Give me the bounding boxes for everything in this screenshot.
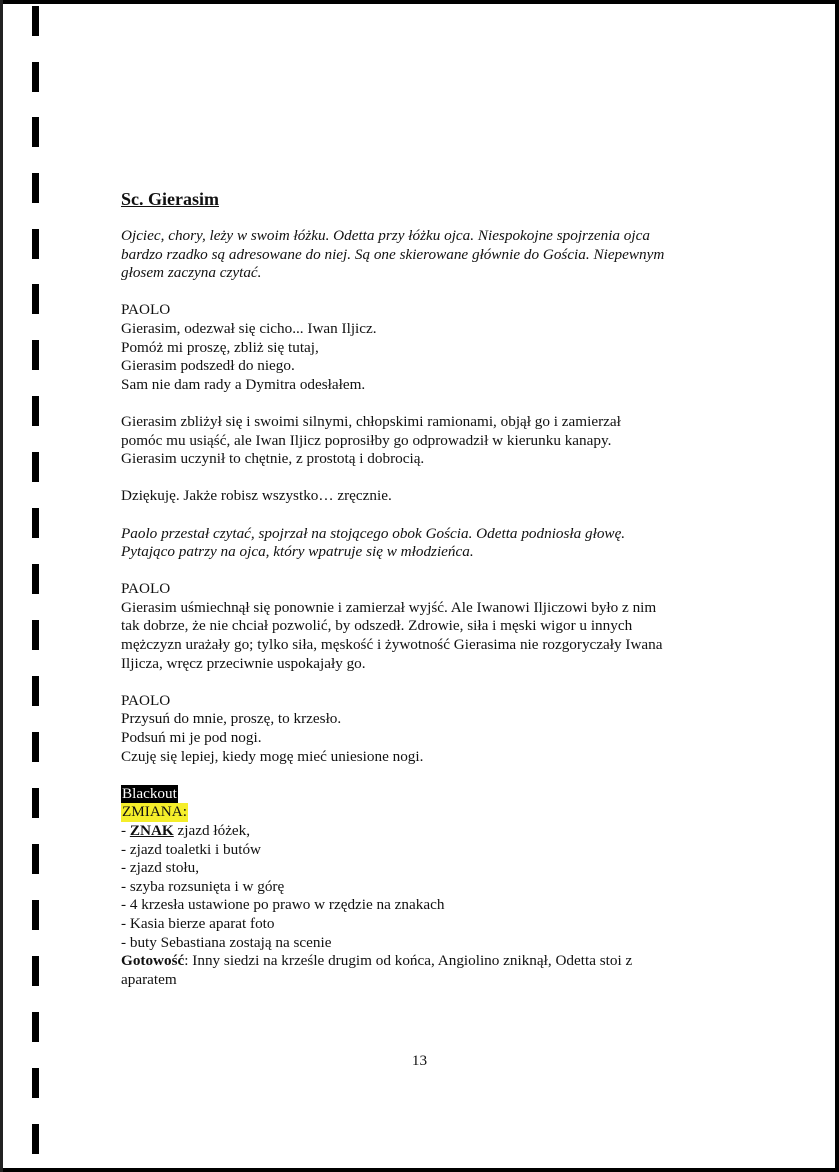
binding-hole-mark [32, 340, 39, 370]
text-line: Sam nie dam rady a Dymitra odesłałem. [121, 375, 366, 393]
binding-hole-mark [32, 508, 39, 538]
binding-hole-mark [32, 173, 39, 203]
binding-hole-mark [32, 452, 39, 482]
znak-label: ZNAK [129, 822, 174, 839]
scan-border-left [0, 0, 3, 1172]
narration-block [121, 413, 721, 469]
binding-hole-mark [32, 6, 39, 36]
text-line: Gierasim podszedł do niego. [121, 357, 295, 375]
change-notes [121, 785, 721, 990]
change-heading: ZMIANA: [122, 803, 187, 821]
dialogue-block [121, 692, 721, 766]
binding-hole-mark [32, 284, 39, 314]
page-number: 13 [411, 1052, 428, 1069]
speaker-name: PAOLO [121, 580, 171, 598]
text-line: Czuję się lepiej, kiedy mogę mieć uniesione nogi. [121, 747, 424, 765]
text-line: Przysuń do mnie, proszę, to krzesło. [121, 710, 342, 728]
text-line: Iljicza, wręcz przeciwnie uspokajały go. [121, 654, 366, 672]
binding-hole-mark [32, 956, 39, 986]
change-item: - szyba rozsunięta i w górę [121, 877, 285, 895]
change-item: - zjazd stołu, [121, 859, 200, 877]
text-line: Gierasim, odezwał się cicho... Iwan Iljicz. [121, 319, 377, 337]
scan-border-top [0, 0, 839, 4]
binding-hole-mark [32, 396, 39, 426]
text-line: Paolo przestał czytać, spojrzał na stojącego obok Gościa. Odetta podniosła głowę. [121, 524, 626, 542]
text-line: Pomóż mi proszę, zbliż się tutaj, [121, 338, 319, 356]
binding-hole-mark [32, 676, 39, 706]
speaker-name: PAOLO [121, 301, 171, 319]
binding-hole-mark [32, 117, 39, 147]
text-line: Gierasim zbliżył się i swoimi silnymi, chłopskimi ramionami, objął go i zamierzał [121, 412, 621, 430]
change-item: - ZNAK zjazd łóżek, [121, 822, 251, 839]
binding-hole-mark [32, 788, 39, 818]
readiness-label: Gotowość [121, 952, 185, 970]
text-line: Gierasim uczynił to chętnie, z prostotą i dobrocią. [121, 450, 425, 468]
change-item: - zjazd toaletki i butów [121, 840, 262, 858]
binding-hole-mark [32, 1012, 39, 1042]
narration-block [121, 487, 721, 506]
text-line: bardzo rzadko są adresowane do niej. Są one skierowane głównie do Gościa. Niepewnym [121, 245, 665, 263]
text-line: Dziękuję. Jakże robisz wszystko… zręcznie. [121, 487, 392, 505]
binding-hole-mark [32, 229, 39, 259]
blackout-cue: Blackout [122, 784, 177, 802]
text-line: pomóc mu usiąść, ale Iwan Iljicz poprosiłby go odprowadził w kierunku kanapy. [121, 431, 612, 449]
text-line: Gierasim uśmiechnął się ponownie i zamierzał wyjść. Ale Iwanowi Iljiczowi było z nim [121, 598, 657, 616]
scene-title: Sc. Gierasim [121, 189, 219, 209]
binding-hole-mark [32, 1124, 39, 1154]
scan-border-right [835, 0, 839, 1172]
stage-direction [121, 227, 721, 283]
binding-hole-mark [32, 62, 39, 92]
change-item: - buty Sebastiana zostają na scenie [121, 933, 332, 951]
dialogue-block [121, 301, 721, 394]
binding-hole-mark [32, 732, 39, 762]
binding-hole-mark [32, 564, 39, 594]
text-line: Ojciec, chory, leży w swoim łóżku. Odetta przy łóżku ojca. Niespokojne spojrzenia ojca [121, 227, 650, 244]
text-line: Podsuń mi je pod nogi. [121, 729, 262, 747]
stage-direction [121, 525, 721, 562]
change-item: - 4 krzesła ustawione po prawo w rzędzie na znakach [121, 896, 445, 914]
text-line: głosem zaczyna czytać. [121, 264, 262, 282]
text-line: tak dobrze, że nie chciał pozwolić, by odszedł. Zdrowie, siła i męski wigor u innych [121, 617, 633, 635]
dialogue-block [121, 580, 721, 673]
change-item: - Kasia bierze aparat foto [121, 914, 275, 932]
text-line: Pytająco patrzy na ojca, który wpatruje się w młodzieńca. [121, 543, 474, 561]
speaker-name: PAOLO [121, 691, 171, 709]
binding-hole-mark [32, 1068, 39, 1098]
binding-hole-mark [32, 620, 39, 650]
text-line: mężczyzn urażały go; tylko siła, męskość i żywotność Gierasima nie rozgoryczały Iwana [121, 636, 663, 654]
binding-hole-mark [32, 900, 39, 930]
scan-border-bottom [0, 1168, 839, 1172]
script-content [121, 188, 721, 1008]
readiness-note-continued: aparatem [121, 970, 177, 988]
binding-hole-mark [32, 844, 39, 874]
readiness-note: Gotowość: Inny siedzi na krześle drugim od końca, Angiolino zniknął, Odetta stoi z [121, 952, 633, 970]
